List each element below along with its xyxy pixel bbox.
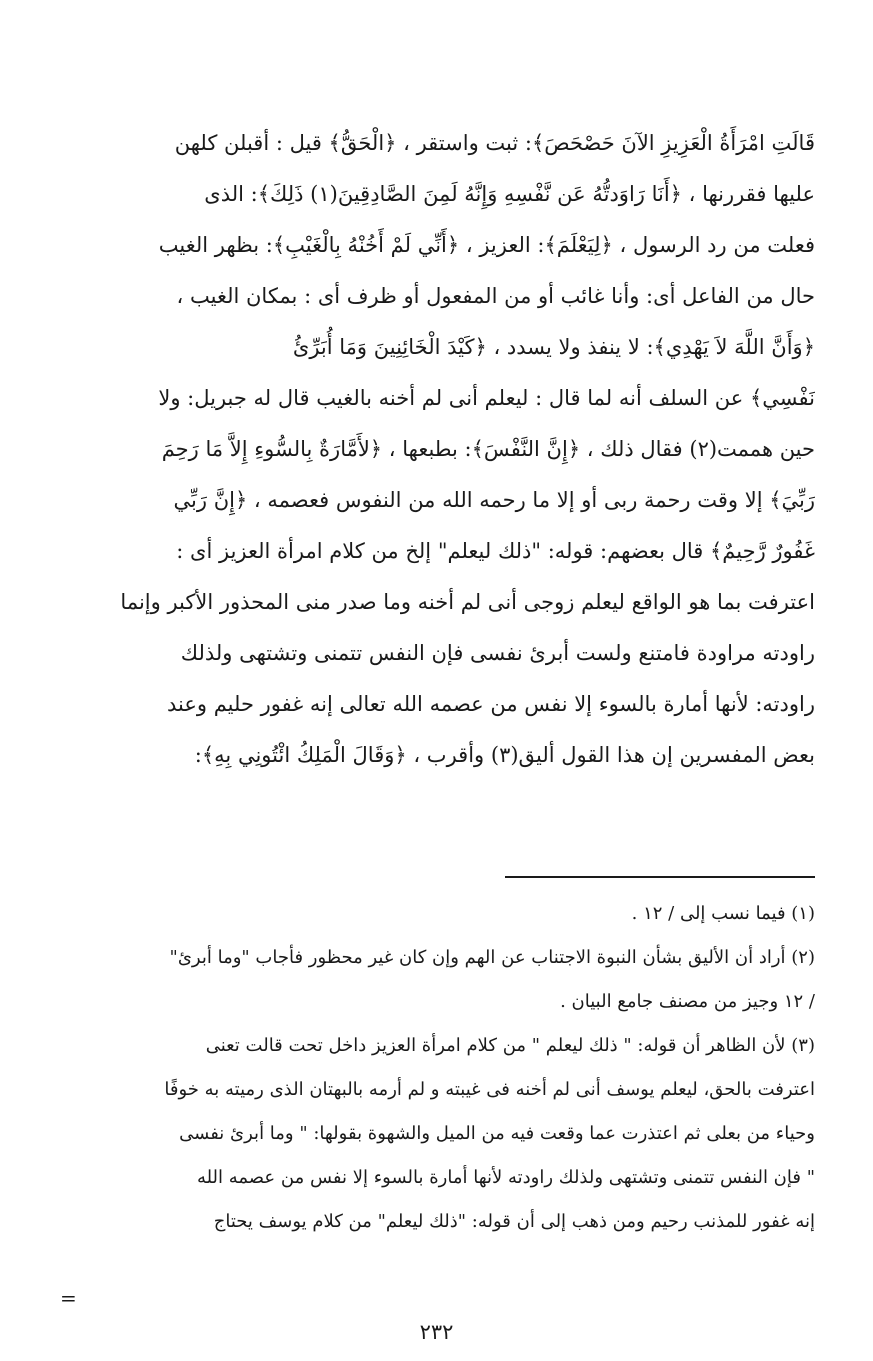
- text-line: رَبِّيَ﴾ إلا وقت رحمة ربى أو إلا ما رحمه الله من النفوس فعصمه ، ﴿إِنَّ رَبِّي: [173, 488, 815, 512]
- footnote-line: اعترفت بالحق، ليعلم يوسف أنى لم أخنه فى غيبته و لم أرمه بالبهتان الذى رميته به خوفًا: [164, 1079, 815, 1100]
- page-number: ٢٣٢: [419, 1320, 454, 1344]
- continuation-mark: =: [60, 1286, 77, 1310]
- footnote-line: " فإن النفس تتمنى وتشتهى ولذلك راودته لأنها أمارة بالسوء إلا نفس من عصمه الله: [196, 1167, 815, 1188]
- footnote-separator: [505, 876, 815, 878]
- footnotes: [60, 892, 815, 1244]
- text-line: اعترفت بما هو الواقع ليعلم زوجى أنى لم أخنه وما صدر منى المحذور الأكبر وإنما: [120, 590, 815, 614]
- text-line: فعلت من رد الرسول ، ﴿لِيَعْلَمَ﴾: العزيز ، ﴿أَنِّي لَمْ أَخُنْهُ بِالْغَيْبِ﴾: بظهر الغيب: [158, 233, 815, 257]
- footnote-line: / ١٢ وجيز من مصنف جامع البيان .: [560, 991, 815, 1012]
- text-line: راودته: لأنها أمارة بالسوء إلا نفس من عصمه الله تعالى إنه غفور حليم وعند: [166, 692, 815, 716]
- footnote-line: وحياء من بعلى ثم اعتذرت عما وقعت فيه من الميل والشهوة بقولها: " وما أبرئ نفسى: [179, 1123, 815, 1144]
- text-line: عليها فقررنها ، ﴿أَنَا رَاوَدتُّهُ عَن نَّفْسِهِ وَإِنَّهُ لَمِنَ الصَّادِقِينَ(١) ذَلِكَ﴾: الذى: [204, 182, 815, 206]
- footnote-line: (٢) أراد أن الأليق بشأن النبوة الاجتناب عن الهم وإن كان غير محظور فأجاب "وما أبرئ": [169, 947, 815, 968]
- text-line: بعض المفسرين إن هذا القول أليق(٣) وأقرب ، ﴿وَقَالَ الْمَلِكُ ائْتُونِي بِهِ﴾:: [194, 743, 815, 767]
- text-line: نَفْسِي﴾ عن السلف أنه لما قال : ليعلم أنى لم أخنه بالغيب قال له جبريل: ولا: [158, 386, 815, 410]
- footnote-line: (١) فيما نسب إلى / ١٢ .: [631, 903, 815, 924]
- text-line: ﴿وَأَنَّ اللَّهَ لاَ يَهْدِي﴾: لا ينفذ ولا يسدد ، ﴿كَيْدَ الْخَائِنِينَ وَمَا أُبَرِّئُ: [292, 335, 815, 359]
- text-line: حين هممت(٢) فقال ذلك ، ﴿إِنَّ النَّفْسَ﴾: بطبعها ، ﴿لأَمَّارَةٌ بِالسُّوءِ إِلاَّ مَا رَحِمَ: [161, 437, 815, 461]
- text-line: حال من الفاعل أى: وأنا غائب أو من المفعول أو ظرف أى : بمكان الغيب ،: [176, 284, 815, 308]
- footnote-line: إنه غفور للمذنب رحيم ومن ذهب إلى أن قوله: "ذلك ليعلم" من كلام يوسف يحتاج: [213, 1211, 815, 1232]
- text-line: راودته مراودة فامتنع ولست أبرئ نفسى فإن النفس تتمنى وتشتهى ولذلك: [180, 641, 815, 665]
- main-text: [60, 118, 815, 781]
- text-line: غَفُورٌ رَّحِيمٌ﴾ قال بعضهم: قوله: "ذلك ليعلم" إلخ من كلام امرأة العزيز أى :: [176, 539, 815, 563]
- text-line: قَالَتِ امْرَأَةُ الْعَزِيزِ الآنَ حَصْحَصَ﴾: ثبت واستقر ، ﴿الْحَقُّ﴾ قيل : أقبلن كلهن: [174, 131, 815, 155]
- footnote-line: (٣) لأن الظاهر أن قوله: " ذلك ليعلم " من كلام امرأة العزيز داخل تحت قالت تعنى: [205, 1035, 815, 1056]
